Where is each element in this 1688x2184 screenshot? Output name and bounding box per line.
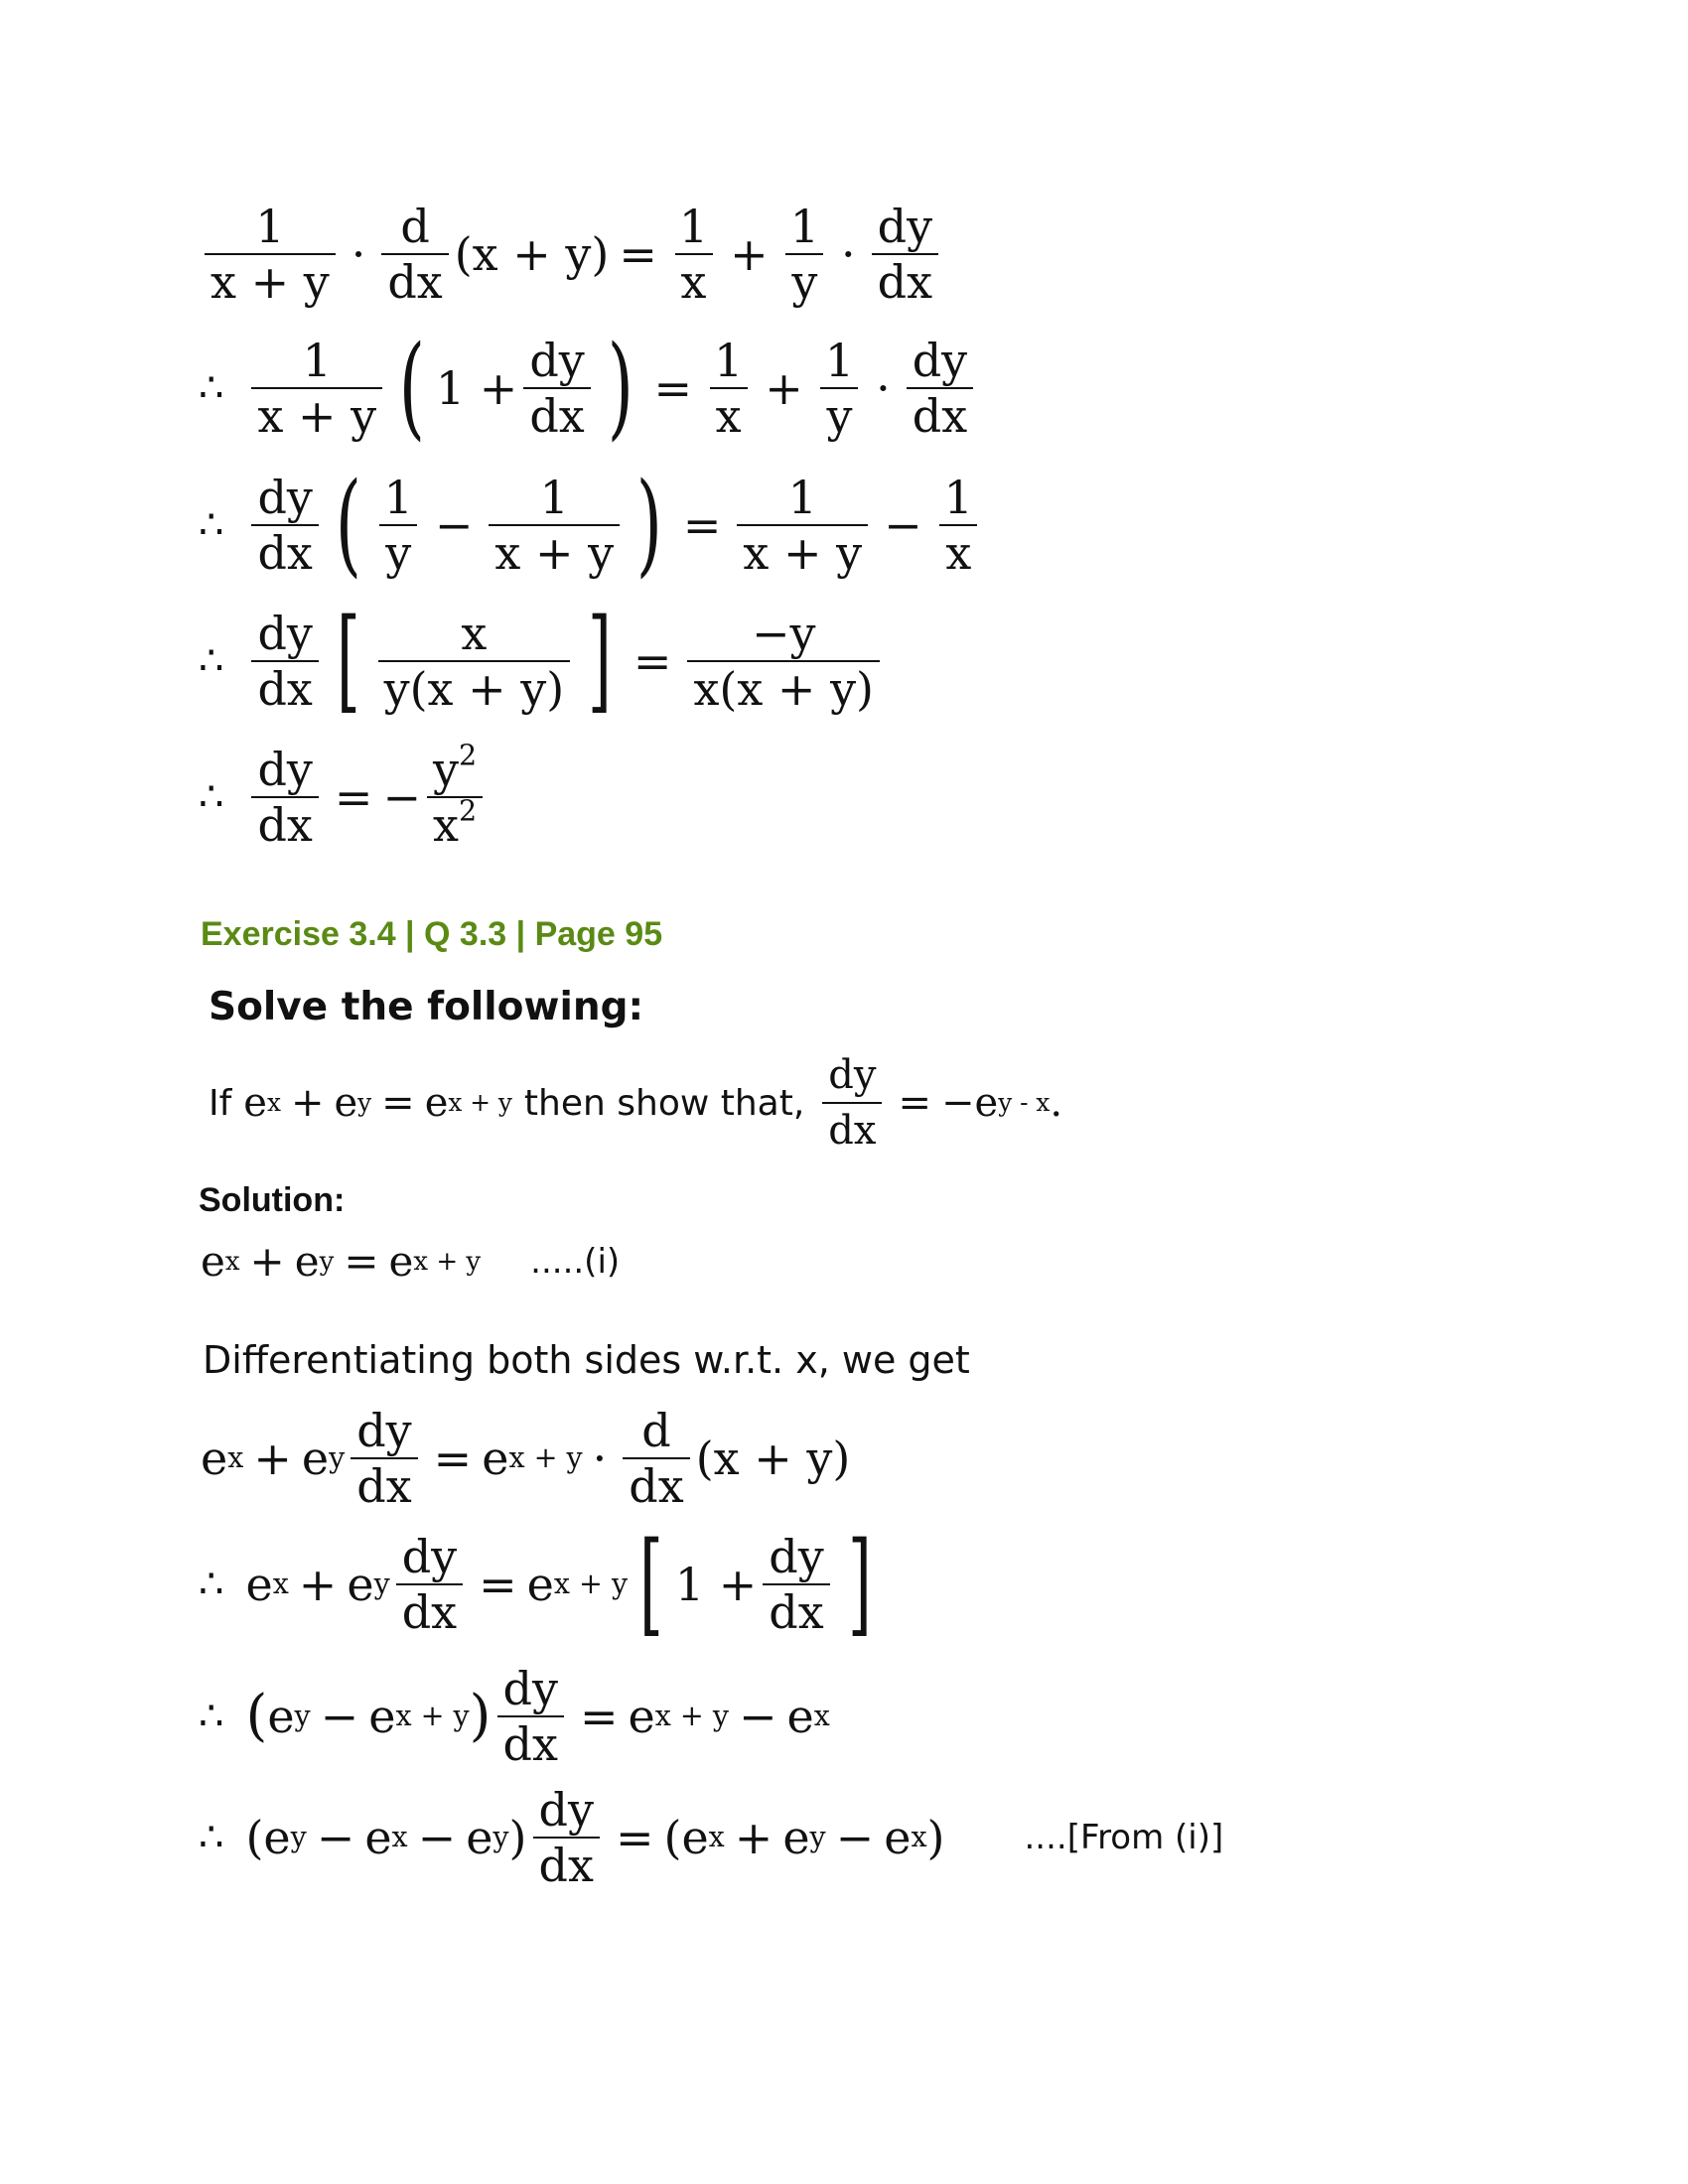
fraction-denominator: dx: [381, 253, 448, 305]
operator-symbol: −: [738, 1690, 777, 1743]
exercise-heading: Exercise 3.4 | Q 3.3 | Page 95: [201, 915, 663, 953]
fraction-numerator: 1: [787, 471, 817, 524]
fraction-numerator: d: [641, 1404, 671, 1457]
operator-symbol: −: [320, 1690, 359, 1743]
fraction-numerator: dy: [877, 200, 933, 253]
fraction-denominator: x(x + y): [687, 660, 880, 712]
solution-line-4: [199, 1783, 1224, 1892]
operator-symbol: +: [253, 1432, 292, 1485]
large-bracket: [: [336, 596, 360, 726]
operator-symbol: =: [653, 361, 692, 415]
fraction-numerator: dy: [529, 334, 585, 387]
math-term: (: [245, 1684, 268, 1748]
operator-symbol: −: [316, 1811, 355, 1864]
fraction-denominator: x: [710, 387, 748, 439]
solution-label: Solution:: [199, 1181, 346, 1219]
large-bracket: [: [638, 1519, 663, 1649]
fraction-denominator: x + y: [737, 524, 868, 576]
math-term: ....[From (i)]: [1024, 1818, 1224, 1857]
fraction-denominator: y: [785, 253, 823, 305]
fraction: [784, 200, 825, 309]
fraction-denominator: x + y: [205, 253, 336, 305]
fraction: [763, 1530, 829, 1639]
operator-symbol: ·: [841, 227, 856, 281]
fraction: [351, 1404, 417, 1513]
fraction: [687, 607, 880, 716]
fraction-numerator: dy: [401, 1530, 458, 1583]
math-term: e: [267, 1690, 295, 1743]
operator-symbol: =: [344, 1237, 379, 1286]
fraction-denominator: dx: [623, 1457, 689, 1509]
equation-row: ∴ e x + e y $\frac{dy}{dx}$ = e x + y [ 1 + $\frac{dy}{dx}$ ]: [199, 1519, 872, 1649]
operator-symbol: ·: [876, 361, 891, 415]
fraction-denominator: dx: [351, 1457, 417, 1509]
large-parenthesis: (: [335, 460, 361, 590]
fraction: [673, 200, 714, 309]
fraction-denominator: x + y: [251, 387, 382, 439]
math-term: (x + y): [695, 1432, 851, 1485]
math-term: ): [508, 1811, 527, 1864]
fraction-denominator: y(x + y): [378, 660, 571, 712]
fraction: [251, 743, 318, 852]
math-term: −: [382, 770, 421, 824]
fraction: [251, 334, 382, 443]
fraction-denominator: dx: [763, 1583, 829, 1635]
operator-symbol: ·: [351, 227, 366, 281]
operator-symbol: ·: [592, 1432, 608, 1485]
fraction-denominator: y: [379, 524, 417, 576]
fraction: [708, 334, 749, 443]
fraction: [251, 471, 318, 580]
operator-symbol: −: [417, 1811, 457, 1864]
fraction: [819, 334, 860, 443]
fraction-numerator: dy: [538, 1783, 594, 1837]
fraction-numerator: 1: [302, 334, 332, 387]
math-term: e: [347, 1558, 374, 1611]
fraction-denominator: dx: [907, 387, 973, 439]
fraction-numerator: 1: [255, 200, 285, 253]
operator-symbol: =: [682, 498, 722, 552]
fraction: [737, 471, 868, 580]
fraction-denominator: dx: [872, 253, 938, 305]
therefore-symbol: ∴: [199, 774, 224, 820]
math-term: e: [786, 1690, 814, 1743]
operator-symbol: +: [730, 227, 769, 281]
fraction-numerator: x: [461, 607, 488, 660]
fraction-numerator: dy: [828, 1052, 877, 1098]
therefore-symbol: ∴: [199, 1815, 224, 1860]
fraction-numerator: d: [400, 200, 430, 253]
fraction-denominator: x: [939, 524, 977, 576]
fraction-denominator: dx: [523, 387, 590, 439]
fraction-numerator: 1: [678, 200, 709, 253]
math-term: e: [482, 1432, 509, 1485]
fraction-numerator: 1: [383, 471, 413, 524]
derivation-line-5: [199, 739, 489, 852]
exponent: 2: [458, 794, 478, 828]
math-term: e: [364, 1811, 392, 1864]
fraction: [396, 1530, 463, 1639]
fraction-denominator: dx: [251, 524, 318, 576]
math-term: .....(i): [530, 1242, 621, 1282]
operator-symbol: +: [290, 1080, 325, 1126]
equation-row: e x + e y $\frac{dy}{dx}$ = e x + y · $\frac{d}{dx}$ (x + y): [201, 1404, 851, 1513]
large-bracket: ]: [847, 1519, 872, 1649]
fraction: [872, 200, 938, 309]
fraction: [378, 471, 419, 580]
math-term: e: [368, 1690, 396, 1743]
math-term: 1 +: [674, 1558, 758, 1611]
fraction-numerator: −y: [751, 607, 816, 660]
math-term: e: [388, 1237, 414, 1286]
equation-row: [199, 200, 944, 309]
fraction: [497, 1662, 564, 1771]
math-term: e: [263, 1811, 291, 1864]
fraction-numerator: dy: [257, 471, 313, 524]
equation-row: ∴ ( e y − e x − e y ) $\frac{dy}{dx}$ = ( e x + e y − e x ) ....[From (i)]: [199, 1783, 1224, 1892]
fraction: [489, 471, 620, 580]
derivation-line-3: [199, 460, 985, 590]
therefore-symbol: ∴: [199, 1562, 224, 1607]
math-term: e: [301, 1432, 330, 1485]
math-term: (: [663, 1811, 682, 1864]
operator-symbol: −: [434, 498, 474, 552]
operator-symbol: =: [433, 1432, 473, 1485]
fraction-numerator: dy: [257, 607, 313, 660]
fraction-denominator: dx: [396, 1583, 463, 1635]
math-term: 1 +: [435, 361, 518, 415]
operator-symbol: −: [835, 1811, 875, 1864]
solution-line-3: [199, 1662, 830, 1771]
fraction-numerator: dy: [356, 1404, 412, 1457]
fraction: [623, 1404, 689, 1513]
math-term: e: [628, 1690, 655, 1743]
fraction: [381, 200, 448, 309]
fraction-numerator: [427, 739, 483, 796]
equation-row: e x + e y = e x + y .....(i): [201, 1237, 621, 1286]
large-parenthesis: ): [607, 323, 633, 453]
large-bracket: ]: [588, 596, 613, 726]
math-term: e: [294, 1237, 320, 1286]
equation-row: [199, 596, 886, 726]
operator-symbol: −: [884, 498, 922, 552]
operator-symbol: =: [381, 1080, 415, 1126]
therefore-symbol: ∴: [199, 638, 224, 684]
fraction-numerator: 1: [539, 471, 569, 524]
fraction-denominator: [427, 794, 483, 852]
operator-symbol: =: [898, 1080, 931, 1126]
fraction: [938, 471, 979, 580]
fraction-denominator: dx: [251, 660, 318, 712]
equation-row: [199, 460, 985, 590]
fraction-numerator: 1: [943, 471, 973, 524]
math-term: e: [681, 1811, 709, 1864]
fraction-numerator: dy: [912, 334, 968, 387]
math-term: e: [201, 1432, 228, 1485]
math-term: ): [926, 1811, 945, 1864]
fraction-denominator: dx: [533, 1837, 600, 1888]
fraction-denominator: x + y: [489, 524, 620, 576]
equation-row: [199, 739, 489, 852]
fraction-numerator: dy: [257, 743, 313, 796]
derivation-line-4: [199, 596, 886, 726]
solution-line-1: [201, 1404, 851, 1513]
math-term: ): [469, 1684, 492, 1748]
question-statement: If e x + e y = e x + y then show that, $\frac{dy}{dx}$ = − e y - x .: [209, 1052, 1063, 1154]
math-term: e: [884, 1811, 912, 1864]
math-term: e: [526, 1558, 554, 1611]
fraction: [822, 1052, 882, 1154]
math-term: e: [466, 1811, 493, 1864]
equation-row: ∴ ( e y − e x + y ) $\frac{dy}{dx}$ = e x + y − e x: [199, 1662, 830, 1771]
derivation-line-2: [199, 323, 979, 453]
fraction-denominator: dx: [251, 796, 318, 848]
fraction-denominator: dx: [822, 1102, 882, 1154]
exponent: 2: [458, 739, 478, 772]
differentiating-text: Differentiating both sides w.r.t. x, we get: [203, 1338, 970, 1382]
math-term: (: [245, 1811, 264, 1864]
math-term: e: [782, 1811, 810, 1864]
fraction-denominator: y: [820, 387, 858, 439]
fraction-denominator: x: [675, 253, 713, 305]
operator-symbol: =: [579, 1690, 619, 1743]
fraction: [427, 739, 483, 852]
large-parenthesis: (: [398, 323, 426, 453]
operator-symbol: =: [633, 634, 672, 688]
operator-symbol: =: [619, 227, 657, 281]
equation-i: [201, 1237, 621, 1286]
operator-symbol: =: [334, 770, 373, 824]
large-parenthesis: ): [635, 460, 663, 590]
derivation-line-1: [199, 200, 944, 309]
fraction-numerator: 1: [789, 200, 819, 253]
operator-symbol: +: [734, 1811, 774, 1864]
solution-line-2: [199, 1519, 883, 1649]
operator-symbol: =: [479, 1558, 517, 1611]
fraction-numerator: 1: [714, 334, 744, 387]
fraction-numerator: dy: [502, 1662, 558, 1715]
math-term: e: [201, 1237, 225, 1286]
therefore-symbol: ∴: [199, 1694, 224, 1739]
fraction: [907, 334, 973, 443]
math-term: y: [432, 743, 459, 796]
therefore-symbol: ∴: [199, 502, 224, 548]
equation-row: [199, 323, 979, 453]
fraction: [205, 200, 336, 309]
fraction-numerator: 1: [824, 334, 855, 387]
fraction: [533, 1783, 600, 1892]
fraction: [378, 607, 571, 716]
fraction-denominator: dx: [497, 1715, 564, 1767]
math-term: x: [433, 798, 459, 852]
operator-symbol: +: [765, 361, 803, 415]
fraction: [251, 607, 318, 716]
operator-symbol: =: [615, 1811, 654, 1864]
operator-symbol: +: [249, 1237, 285, 1286]
operator-symbol: +: [298, 1558, 338, 1611]
question-title: Solve the following:: [209, 985, 644, 1029]
math-term: (x + y): [454, 227, 610, 281]
fraction-numerator: dy: [769, 1530, 824, 1583]
fraction: [523, 334, 590, 443]
therefore-symbol: ∴: [199, 365, 224, 411]
math-term: e: [245, 1558, 273, 1611]
